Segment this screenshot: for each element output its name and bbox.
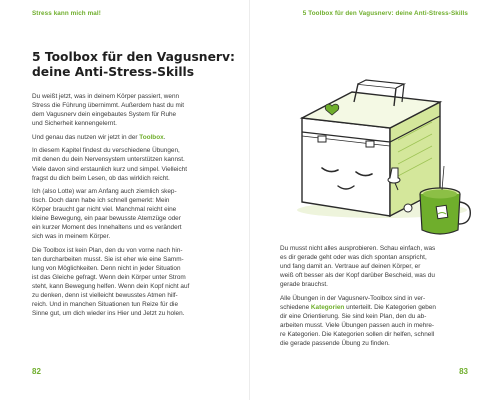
text-line: ten durcharbeiten musst. Sie ist eher wie eine Samm-	[32, 256, 184, 264]
toolbox-character-icon	[302, 80, 440, 216]
text-line: und fang damit an. Vertraue auf deinen Körper, er	[280, 263, 421, 271]
text-line: es dir gerade geht oder was dich spontan anspricht,	[280, 254, 427, 262]
toolbox-highlight: Toolbox	[139, 133, 164, 141]
kategorien-highlight: Kategorien	[310, 303, 345, 311]
paragraph	[32, 146, 230, 182]
text-line: weiß oft besser als der Kopf darüber Bescheid, was du	[280, 272, 435, 280]
text-line: Und genau das nutzen wir jetzt in der Toolbox.	[32, 133, 166, 141]
paragraph	[32, 246, 230, 318]
text-line: Stress die Führung übernimmt. Außerdem hast du mit	[32, 102, 185, 110]
paragraph	[32, 92, 230, 128]
text-line: lung von Möglichkeiten. Denn nicht in jeder Situation	[32, 265, 181, 273]
text-line: dir eine Orientierung. Sie sind kein Plan, den du ab-	[280, 312, 427, 320]
text-line: zu denken, denn ist vielleicht bewusstes Atmen hilf-	[32, 292, 178, 300]
text-line: re Kategorien. Die Kategorien sollen dir helfen, schnell	[280, 331, 435, 339]
text-line: Ich (also Lotte) war am Anfang auch ziemlich skep-	[32, 188, 177, 196]
text-line: Du weißt jetzt, was in deinem Körper passiert, wenn	[32, 93, 180, 100]
text-line: die gerade passende Übung zu finden.	[280, 340, 390, 348]
paragraph	[280, 294, 478, 348]
text-line: mit denen du dein Nervensystem unterstützen kannst.	[32, 156, 185, 164]
text-line: In diesem Kapitel findest du verschiedene Übungen,	[32, 147, 180, 155]
chapter-title-line-1: 5 Toolbox für den Vagusnerv:	[32, 50, 235, 64]
running-head-left: Stress kann mich mal!	[32, 10, 101, 17]
text-line: fragst du dich beim Lesen, ob das wirklich reicht.	[32, 174, 170, 182]
paragraph	[32, 187, 230, 241]
text-line: tisch. Doch dann habe ich schnell gemerkt: Mein	[32, 197, 170, 205]
chapter-title	[32, 50, 237, 80]
page-number-right: 83	[459, 367, 468, 376]
text-line: arbeiten musst. Viele Übungen passen auch in mehre-	[280, 321, 435, 329]
text-line: dem Vagusnerv dein eingebautes System für Ruhe	[32, 111, 177, 119]
running-head-right: 5 Toolbox für den Vagusnerv: deine Anti-Stress-Skills	[302, 10, 468, 17]
paragraph	[280, 244, 478, 289]
text-line: schiedene Kategorien unterteilt. Die Kategorien geben	[280, 303, 436, 311]
text-line: Du musst nicht alles ausprobieren. Schau einfach, was	[280, 245, 436, 252]
text-line: Viele davon sind erstaunlich kurz und simpel. Vielleicht	[32, 165, 188, 173]
text-line: sich was in meinem Körper.	[32, 233, 111, 241]
text-line: ein kurzer Moment des Innehaltens und es verändert	[32, 224, 182, 232]
paragraph	[32, 133, 230, 142]
text-line: Körper braucht gar nicht viel. Manchmal reicht eine	[32, 206, 177, 214]
text-line: gerade brauchst.	[280, 281, 328, 289]
text-line: steht, kann Bewegung helfen. Wenn dein Kopf nicht auf	[32, 283, 190, 291]
text-line: ist das Gleiche gefragt. Wenn dein Körper unter Strom	[32, 274, 186, 282]
text-line: Die Toolbox ist kein Plan, den du von vorne nach hin-	[32, 247, 183, 255]
page-number-left: 82	[32, 367, 41, 376]
text-line: kleine Bewegung, ein paar bewusste Atemzüge oder	[32, 215, 181, 223]
text-line: und Sicherheit kennengelernt.	[32, 120, 117, 128]
right-page	[250, 0, 500, 400]
text-line: reich. Und in manchen Situationen tun Reize für die	[32, 301, 179, 309]
text-line: Alle Übungen in der Vagusnerv-Toolbox sind in ver-	[280, 294, 426, 302]
right-body-text	[280, 244, 478, 353]
text-line: Sinne gut, um dich wieder ins Hier und Jetzt zu holen.	[32, 310, 185, 318]
left-body-text	[32, 92, 230, 323]
chapter-title-line-2: deine Anti-Stress-Skills	[32, 65, 195, 79]
toolbox-illustration	[272, 40, 472, 240]
